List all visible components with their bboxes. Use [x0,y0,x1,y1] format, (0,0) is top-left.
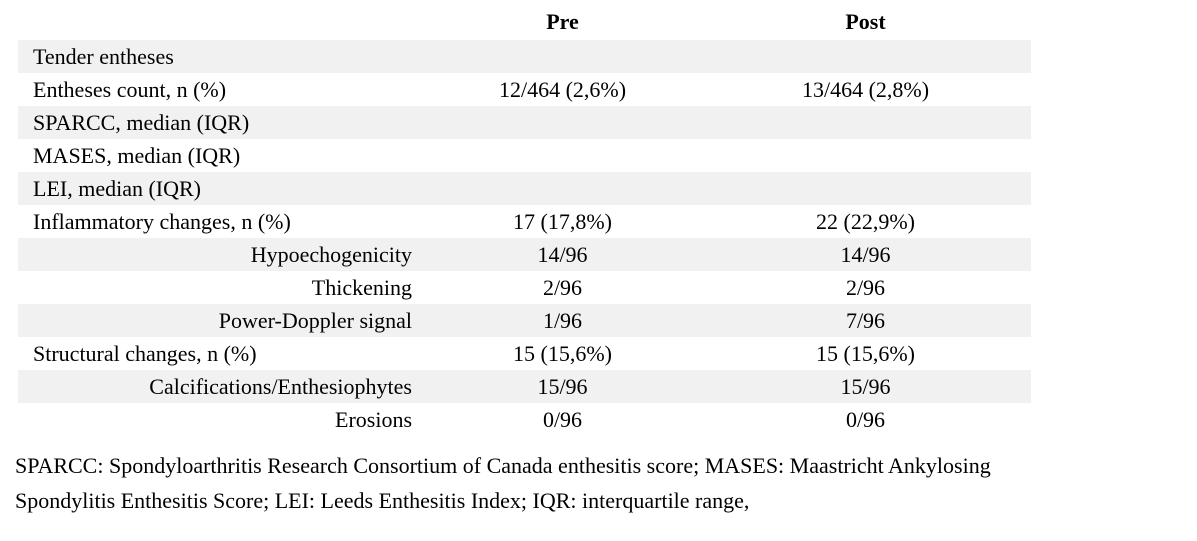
column-header-pre: Pre [546,9,579,34]
pre-value: 2/96 [542,275,583,300]
pre-value [425,172,700,205]
pre-value: 14/96 [537,242,588,267]
row-label: Tender entheses [33,44,174,69]
post-value: 15 (15,6%) [816,341,915,366]
table-row-inflammatory-changes [18,205,1031,238]
pre-value: 0/96 [542,407,583,432]
row-label: LEI, median (IQR) [33,176,201,201]
pre-value: 17 (17,8%) [513,209,612,234]
pre-value [425,139,700,172]
post-value: 13/464 (2,8%) [801,77,930,102]
pre-value: 12/464 (2,6%) [498,77,627,102]
post-value: 0/96 [845,407,886,432]
row-label: Hypoechogenicity [250,242,412,267]
table-row-tender-entheses [18,40,1031,73]
column-header-empty [18,4,425,40]
post-value: 2/96 [845,275,886,300]
table-row-hypoechogenicity [18,238,1031,271]
table-header-row [18,4,1031,40]
row-label: Power-Doppler signal [218,308,412,333]
column-header-post: Post [845,9,886,34]
footnote-line-1: SPARCC: Spondyloarthritis Research Consortium of Canada enthesitis score; MASES: Maastricht Ankylosing [15,453,991,478]
pre-value: 1/96 [542,308,583,333]
post-value [700,40,1031,73]
footnote-line-2: Spondylitis Enthesitis Score; LEI: Leeds Enthesitis Index; IQR: interquartile range, [15,488,750,513]
row-label: Calcifications/Enthesiophytes [149,374,412,399]
post-value: 22 (22,9%) [816,209,915,234]
row-label: Inflammatory changes, n (%) [33,209,291,234]
entheses-results-table [18,4,1031,436]
table-row-structural-changes [18,337,1031,370]
row-label: MASES, median (IQR) [33,143,241,168]
table-row-thickening [18,271,1031,304]
post-value [700,172,1031,205]
row-label: Structural changes, n (%) [33,341,257,366]
table-row-sparcc [18,106,1031,139]
row-label: Thickening [311,275,412,300]
table-footnote [15,448,1190,518]
pre-value [425,40,700,73]
pre-value [425,106,700,139]
table-row-lei [18,172,1031,205]
row-label: Entheses count, n (%) [33,77,227,102]
pre-value: 15/96 [537,374,588,399]
table-row-mases [18,139,1031,172]
pre-value: 15 (15,6%) [513,341,612,366]
table-row-calcifications [18,370,1031,403]
post-value: 7/96 [845,308,886,333]
post-value [700,106,1031,139]
row-label: SPARCC, median (IQR) [33,110,250,135]
table-row-entheses-count [18,73,1031,106]
table-row-erosions [18,403,1031,436]
table-row-power-doppler [18,304,1031,337]
post-value [700,139,1031,172]
row-label: Erosions [335,407,412,432]
post-value: 15/96 [840,374,891,399]
post-value: 14/96 [840,242,891,267]
